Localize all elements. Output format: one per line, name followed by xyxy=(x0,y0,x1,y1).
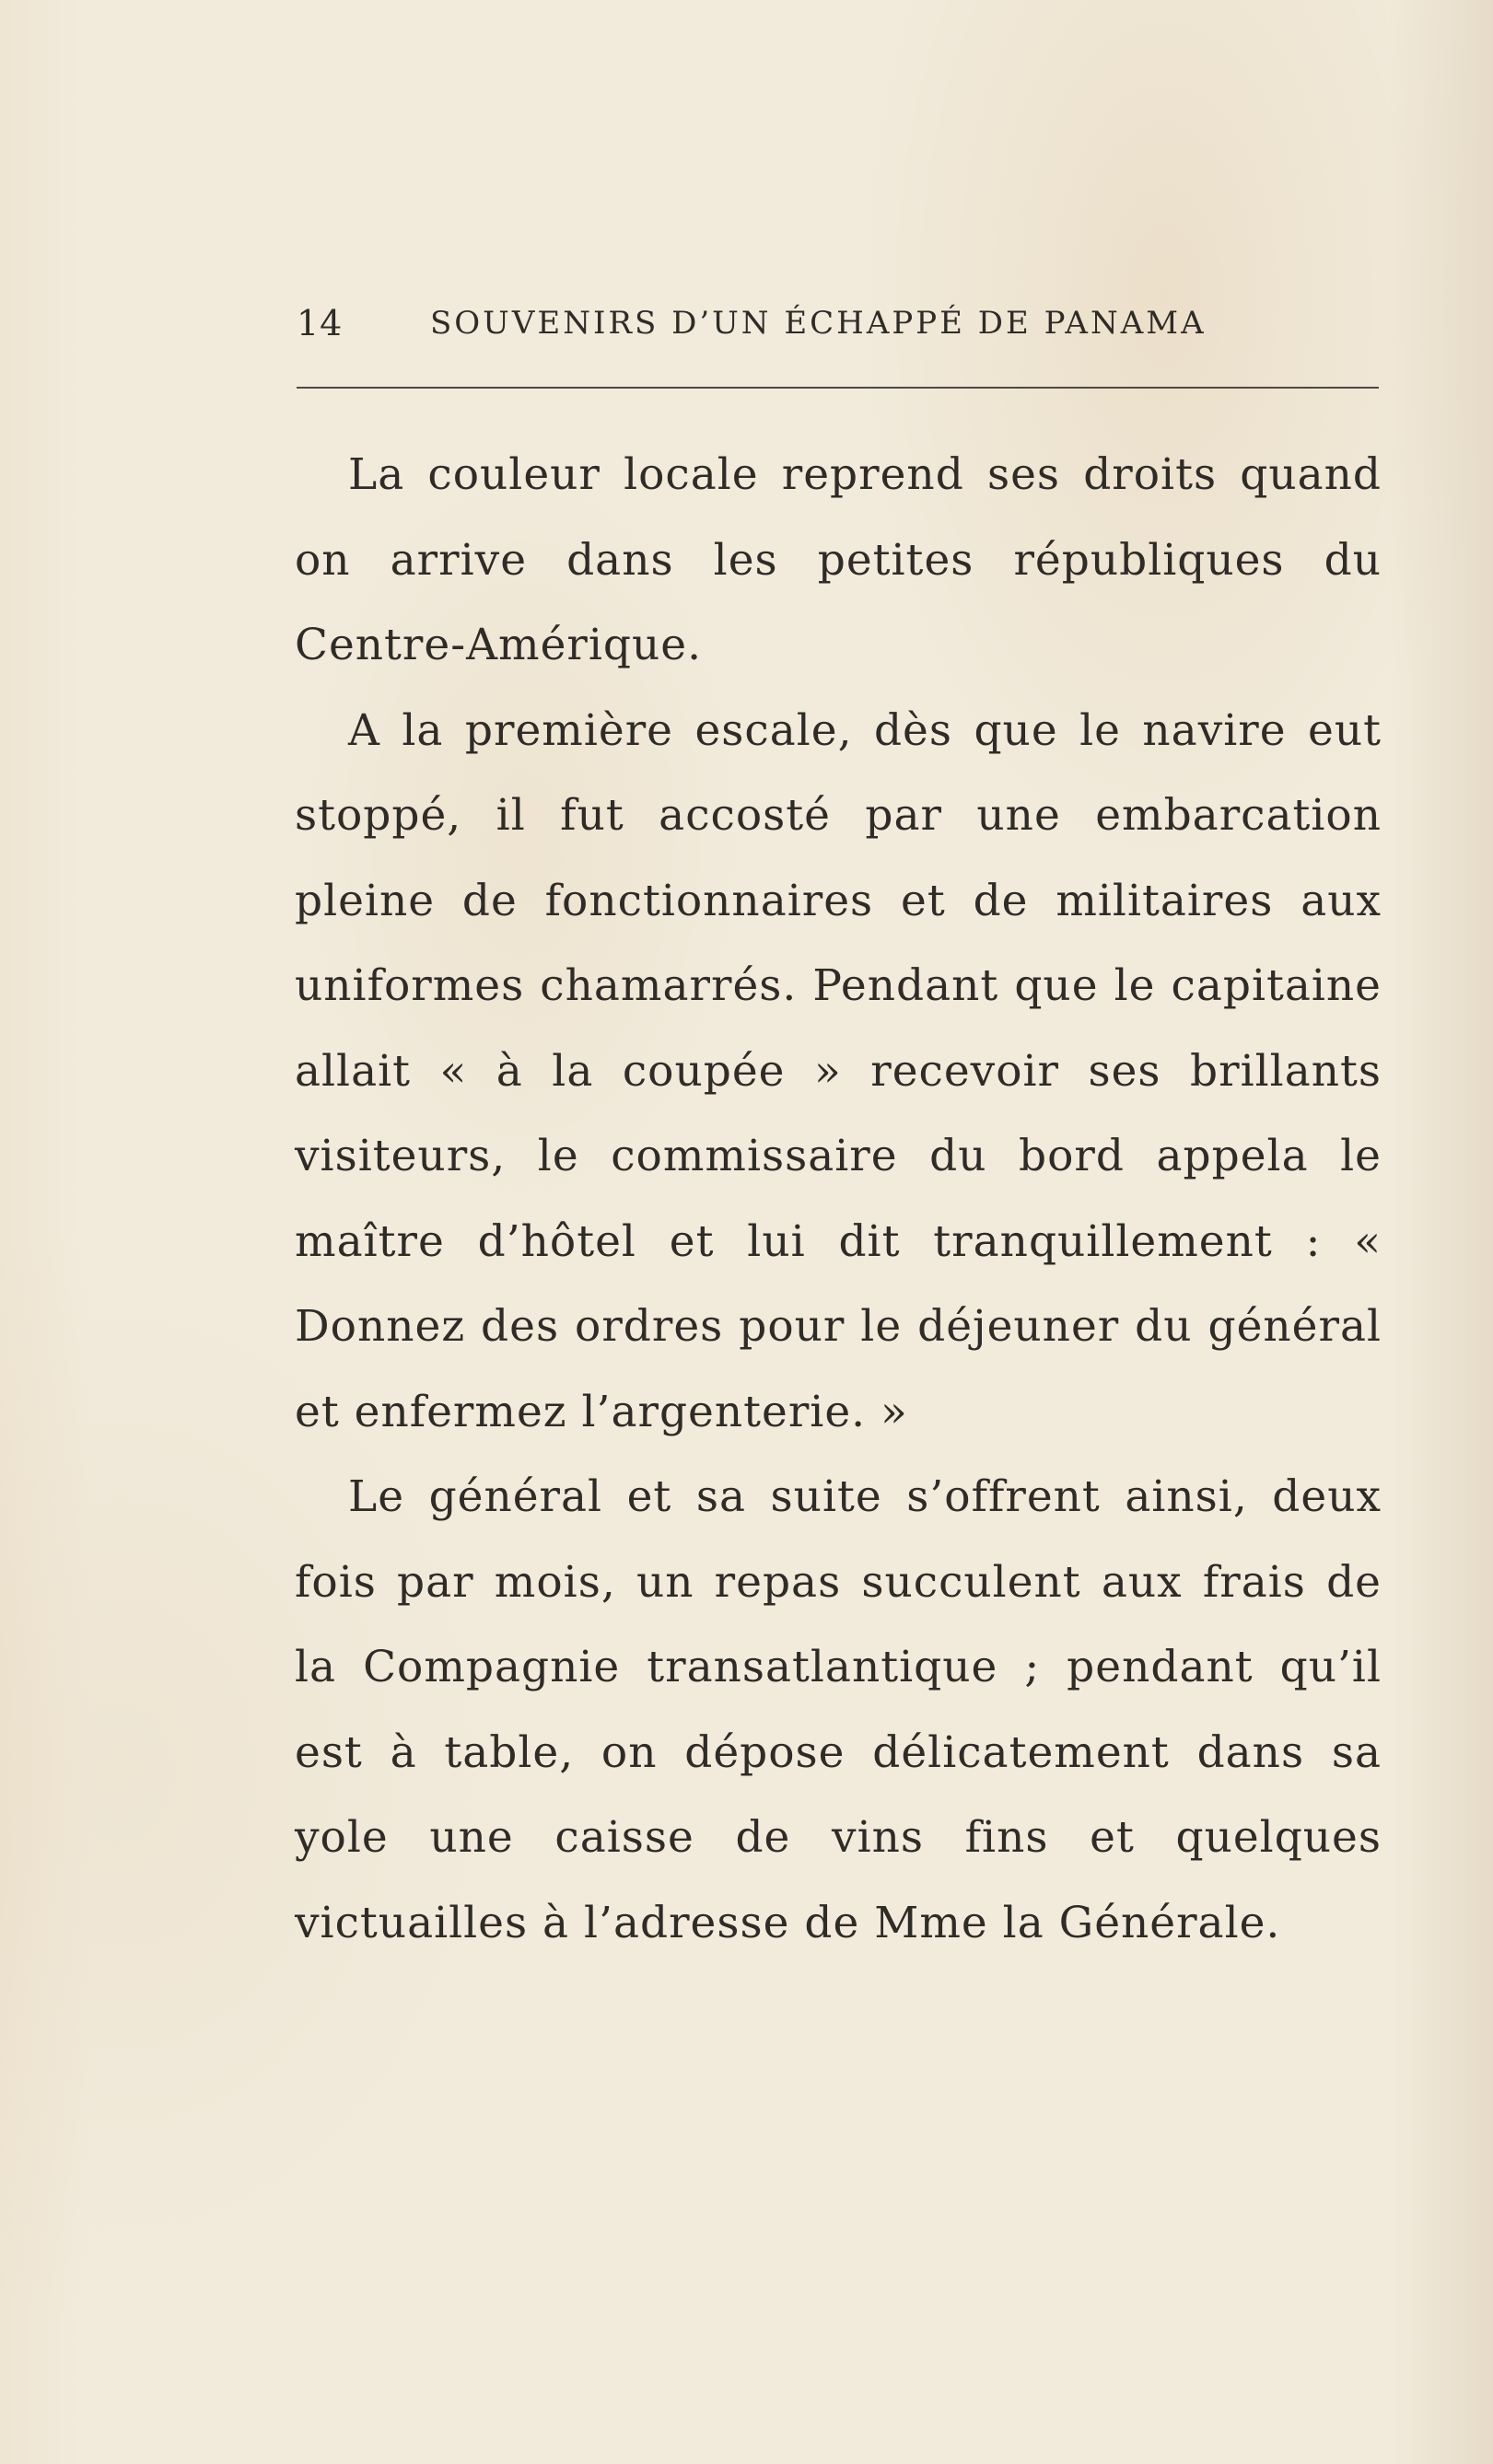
page-number: 14 xyxy=(297,303,344,343)
page-header xyxy=(297,300,1379,346)
running-title: SOUVENIRS D’UN ÉCHAPPÉ DE PANAMA xyxy=(430,305,1207,342)
paragraph-1: La couleur locale reprend ses droits quand on arrive dans les petites républiques du Centre-Amérique. xyxy=(295,449,1382,670)
header-rule xyxy=(297,387,1379,389)
paragraph-2: A la première escale, dès que le navire eut stoppé, il fut accosté par une embarcation pleine de fonctionnaires et de militaires aux uniformes chamarrés. Pendant que le capitaine allait « à la coupée » recevoir ses brillants visiteurs, le commissaire du bord appela le maître d’hôtel et lui dit tranquillement : « Donnez des ordres pour le déjeuner du général et enfermez l’argenterie. » xyxy=(295,704,1382,1437)
paragraph-3: Le général et sa suite s’offrent ainsi, deux fois par mois, un repas succulent aux frais de la Compagnie transatlantique ; pendant qu’il est à table, on dépose délicatement dans sa yole une caisse de vins fins et quelques victuailles à l’adresse de Mme la Générale. xyxy=(295,1471,1382,1948)
body-text xyxy=(295,433,1382,1966)
